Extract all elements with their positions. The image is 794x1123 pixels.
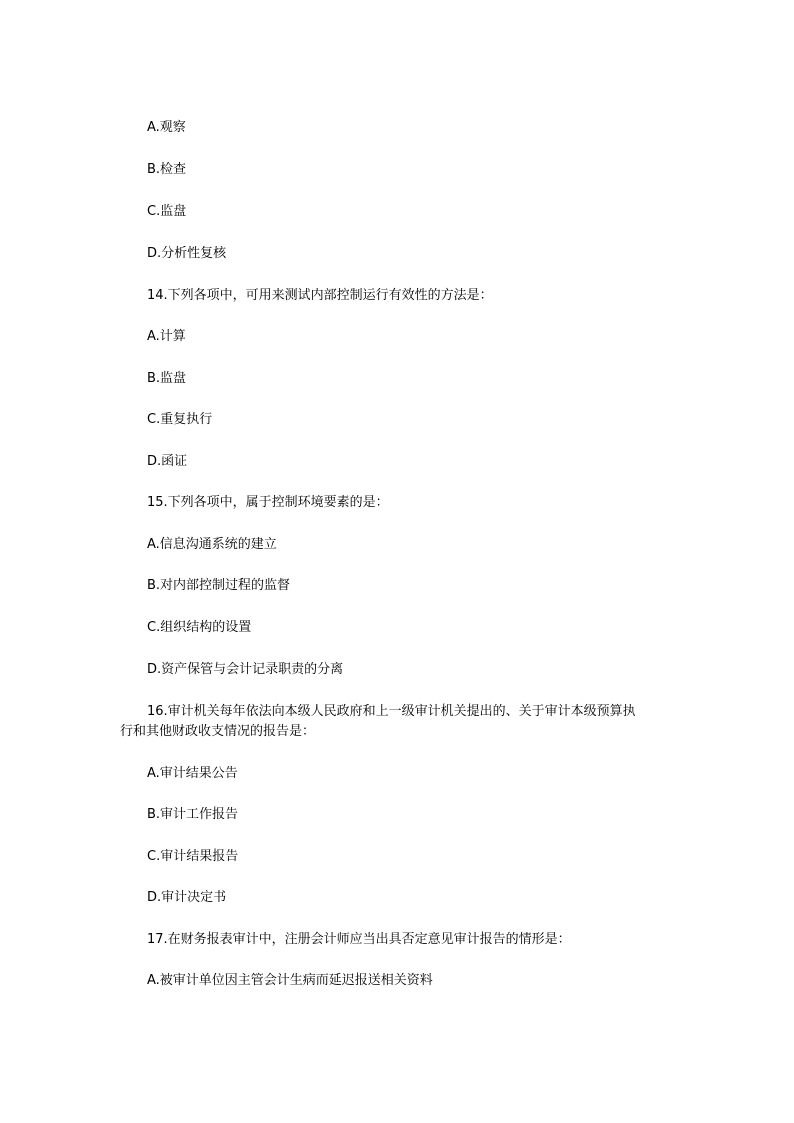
option-15-d: D.资产保管与会计记录职责的分离 bbox=[147, 662, 344, 677]
option-14-d: D.函证 bbox=[147, 454, 188, 469]
option-15-a: A.信息沟通系统的建立 bbox=[147, 537, 277, 552]
question-17: 17.在财务报表审计中，注册会计师应当出具否定意见审计报告的情形是： bbox=[147, 932, 571, 947]
option-13-d: D.分析性复核 bbox=[147, 246, 227, 261]
option-14-b: B.监盘 bbox=[147, 371, 187, 386]
option-16-c: C.审计结果报告 bbox=[147, 849, 239, 864]
option-13-a: A.观察 bbox=[147, 120, 186, 135]
option-15-c: C.组织结构的设置 bbox=[147, 620, 252, 635]
question-16-line-2: 行和其他财政收支情况的报告是： bbox=[120, 724, 316, 739]
option-16-a: A.审计结果公告 bbox=[147, 766, 238, 781]
option-13-b: B.检查 bbox=[147, 162, 187, 177]
option-15-b: B.对内部控制过程的监督 bbox=[147, 578, 291, 593]
option-16-b: B.审计工作报告 bbox=[147, 807, 239, 822]
question-15: 15.下列各项中，属于控制环境要素的是： bbox=[147, 495, 389, 510]
question-14: 14.下列各项中，可用来测试内部控制运行有效性的方法是： bbox=[147, 288, 493, 303]
option-14-a: A.计算 bbox=[147, 329, 186, 344]
option-16-d: D.审计决定书 bbox=[147, 890, 227, 905]
question-16-line-1: 16.审计机关每年依法向本级人民政府和上一级审计机关提出的、关于审计本级预算执 bbox=[147, 704, 636, 719]
option-14-c: C.重复执行 bbox=[147, 412, 213, 427]
option-13-c: C.监盘 bbox=[147, 204, 187, 219]
option-17-a: A.被审计单位因主管会计生病而延迟报送相关资料 bbox=[147, 973, 433, 988]
